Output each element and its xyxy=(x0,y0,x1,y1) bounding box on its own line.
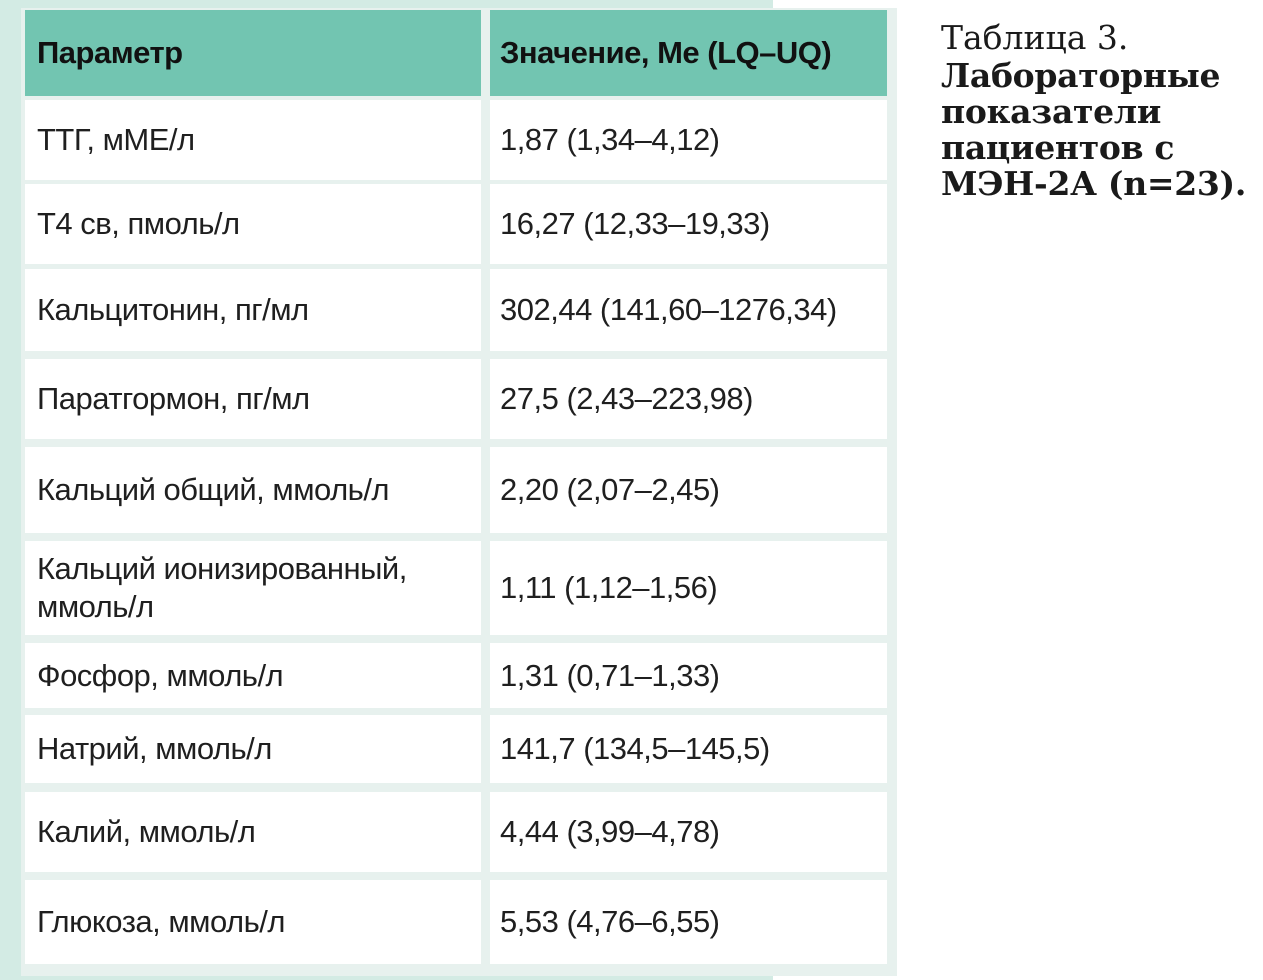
table-row xyxy=(21,184,897,264)
caption-title: Лабораторные показатели пациентов с МЭН-2А (n=23). xyxy=(941,56,1247,203)
row-parameter: Кальций ионизированный, ммоль/л xyxy=(25,541,481,635)
table-row xyxy=(21,447,897,533)
table-row xyxy=(21,715,897,783)
row-parameter: Глюкоза, ммоль/л xyxy=(25,880,481,964)
row-parameter: Кальцитонин, пг/мл xyxy=(25,269,481,351)
row-parameter: Кальций общий, ммоль/л xyxy=(25,447,481,533)
table-row xyxy=(21,100,897,180)
row-value: 302,44 (141,60–1276,34) xyxy=(490,269,887,351)
table-caption xyxy=(941,18,1259,202)
table-row xyxy=(21,541,897,635)
lab-results-table xyxy=(21,8,897,976)
row-value: 5,53 (4,76–6,55) xyxy=(490,880,887,964)
row-parameter: Фосфор, ммоль/л xyxy=(25,643,481,708)
row-value: 4,44 (3,99–4,78) xyxy=(490,792,887,872)
table-header-row xyxy=(21,10,897,96)
row-parameter: ТТГ, мМЕ/л xyxy=(25,100,481,180)
header-value: Значение, Me (LQ–UQ) xyxy=(490,10,887,96)
header-parameter: Параметр xyxy=(25,10,481,96)
table-row xyxy=(21,880,897,964)
table-row xyxy=(21,643,897,708)
row-value: 16,27 (12,33–19,33) xyxy=(490,184,887,264)
row-value: 1,87 (1,34–4,12) xyxy=(490,100,887,180)
row-parameter: Т4 св, пмоль/л xyxy=(25,184,481,264)
row-value: 27,5 (2,43–223,98) xyxy=(490,359,887,439)
row-value: 1,11 (1,12–1,56) xyxy=(490,541,887,635)
row-parameter: Паратгормон, пг/мл xyxy=(25,359,481,439)
row-parameter: Калий, ммоль/л xyxy=(25,792,481,872)
row-value: 2,20 (2,07–2,45) xyxy=(490,447,887,533)
table-row xyxy=(21,269,897,351)
caption-label: Таблица 3. xyxy=(941,18,1129,57)
table-row xyxy=(21,359,897,439)
row-value: 1,31 (0,71–1,33) xyxy=(490,643,887,708)
row-value: 141,7 (134,5–145,5) xyxy=(490,715,887,783)
table-row xyxy=(21,792,897,872)
row-parameter: Натрий, ммоль/л xyxy=(25,715,481,783)
